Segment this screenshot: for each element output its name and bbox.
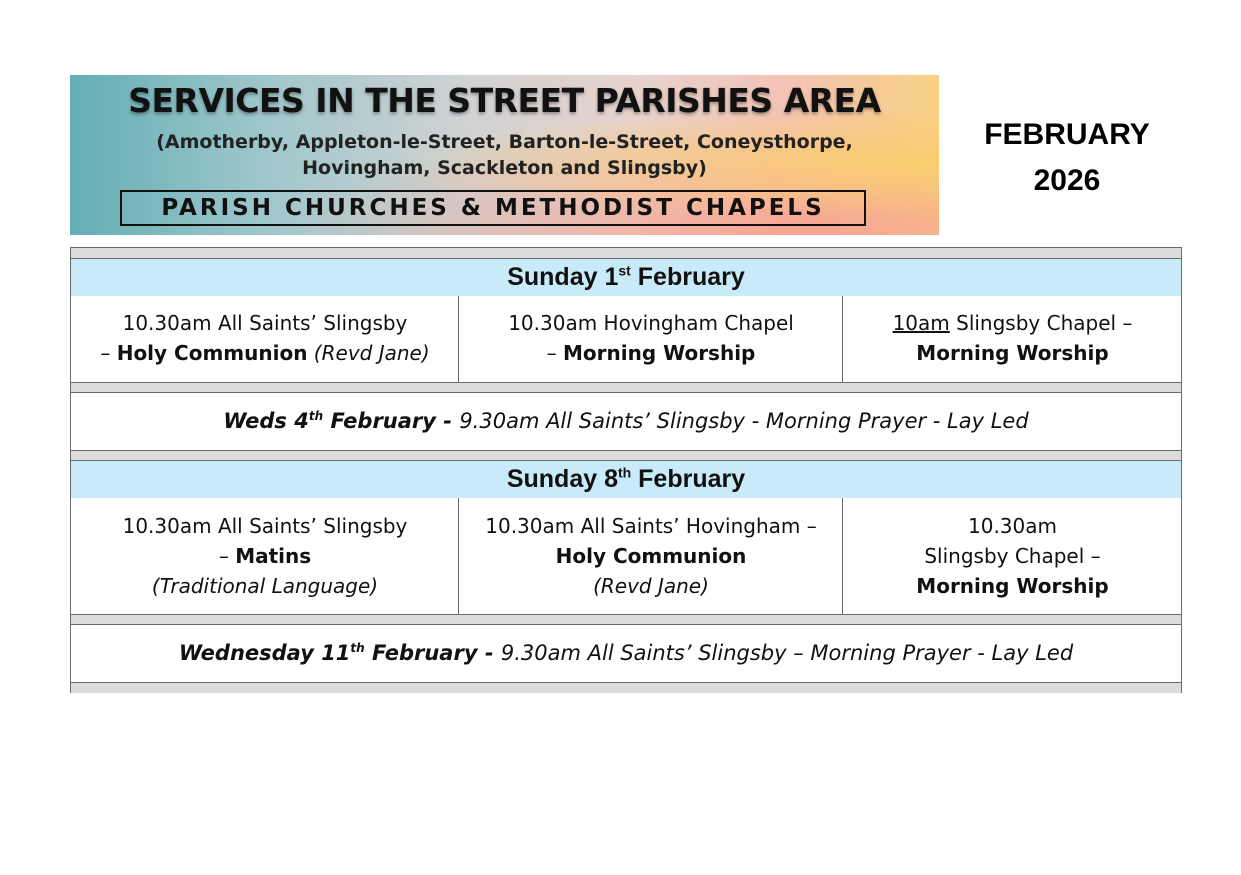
- service-cell: 10.30am All Saints’ Hovingham – Holy Communion (Revd Jane): [458, 498, 843, 614]
- service-cell: 10am Slingsby Chapel – Morning Worship: [842, 296, 1182, 382]
- weekday-service-row: Wednesday 11th February - 9.30am All Saints’ Slingsby – Morning Prayer - Lay Led: [178, 641, 1074, 665]
- month-label: [955, 112, 1179, 204]
- sunday-1-heading: Sunday 1st February: [71, 259, 1181, 296]
- header-banner: [70, 75, 939, 235]
- spacer-row: [71, 248, 1181, 259]
- month-year: 2026: [1033, 164, 1101, 197]
- banner-subtitle: [70, 129, 939, 181]
- banner-subtitle-line1: (Amotherby, Appleton-le-Street, Barton-le-Street, Coneysthorpe,: [156, 131, 853, 153]
- spacer-row: [71, 382, 1181, 393]
- month-name: FEBRUARY: [984, 118, 1150, 151]
- spacer-row: [71, 614, 1181, 625]
- sunday-1-services: [71, 296, 1181, 382]
- spacer-row: [71, 682, 1181, 693]
- banner-subtitle-line2: Hovingham, Scackleton and Slingsby): [302, 157, 707, 179]
- service-schedule-table: [70, 247, 1182, 693]
- banner-boxed-text: PARISH CHURCHES & METHODIST CHAPELS: [120, 190, 866, 226]
- spacer-row: [71, 450, 1181, 461]
- service-cell: 10.30am Slingsby Chapel – Morning Worship: [842, 498, 1182, 614]
- service-cell: 10.30am Hovingham Chapel – Morning Worship: [458, 296, 843, 382]
- service-cell: 10.30am All Saints’ Slingsby – Matins (Traditional Language): [122, 514, 408, 598]
- weekday-service-row: Weds 4th February - 9.30am All Saints’ Slingsby - Morning Prayer - Lay Led: [223, 409, 1029, 433]
- service-cell: 10.30am All Saints’ Slingsby – Holy Communion (Revd Jane): [100, 311, 430, 365]
- sunday-8-heading: Sunday 8th February: [71, 461, 1181, 498]
- sunday-8-services: [71, 498, 1181, 614]
- banner-title: SERVICES IN THE STREET PARISHES AREA: [128, 81, 881, 120]
